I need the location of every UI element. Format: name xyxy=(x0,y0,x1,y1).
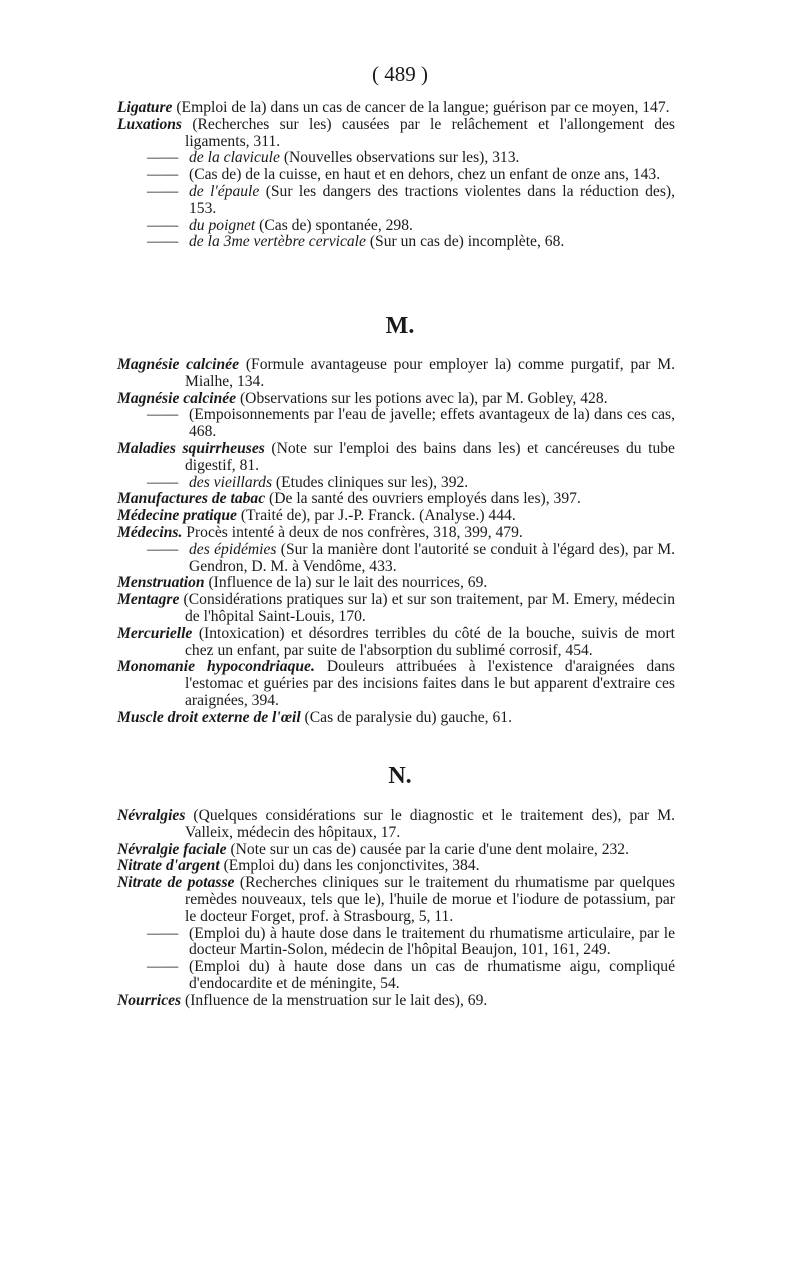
entry-text: (Recherches cliniques sur le traitement du rhumatisme par quelques remèdes nouveaux, tels que le), l'huile de morue et l'iodure de potassium, par le docteur Forget, prof. à Strasbourg, 5, 11. xyxy=(185,874,676,925)
ditto-dash: —— xyxy=(147,182,179,200)
index-entry xyxy=(117,407,675,441)
section-l xyxy=(117,100,675,251)
entry-headword: Menstruation xyxy=(117,574,205,592)
section-n xyxy=(117,808,675,1010)
letter-heading-m: M. xyxy=(385,313,415,339)
entry-text: (De la santé des ouvriers employés dans les), 397. xyxy=(265,490,581,508)
entry-text: (Considérations pratiques sur la) et sur son traitement, par M. Emery, médecin de l'hôpital Saint-Louis, 170. xyxy=(179,591,675,625)
index-entry xyxy=(117,959,675,993)
ditto-dash: —— xyxy=(147,473,179,491)
entry-text: (Emploi du) à haute dose dans un cas de rhumatisme aigu, compliqué d'endocardite et de méningite, 54. xyxy=(189,958,675,992)
entry-text: (Traité de), par J.-P. Franck. (Analyse.) 444. xyxy=(236,507,516,525)
entry-text: (Intoxication) et désordres terribles du côté de la bouche, suivis de mort chez un enfant, par suite de l'absorption du sublimé corrosif, 454. xyxy=(185,624,675,659)
index-entry xyxy=(117,441,675,475)
entry-headword: Ligature xyxy=(117,99,173,116)
entry-text: (Empoisonnements par l'eau de javelle; effets avantageux de la) dans ces cas, 468. xyxy=(189,406,675,441)
index-entry xyxy=(117,875,675,925)
index-entry xyxy=(117,218,675,235)
index-entry xyxy=(117,184,675,218)
index-entry xyxy=(117,525,675,542)
index-entry xyxy=(117,993,675,1010)
entry-headword: Mentagre xyxy=(117,591,180,609)
entry-subhead: de l'épaule xyxy=(189,182,260,200)
index-entry xyxy=(117,842,675,859)
index-entry xyxy=(117,659,675,709)
index-entry xyxy=(117,117,675,151)
index-entry xyxy=(117,391,675,408)
entry-text: (Observations sur les potions avec la), par M. Gobley, 428. xyxy=(236,389,608,407)
entry-text: (Emploi de la) dans un cas de cancer de la langue; guérison par ce moyen, 147. xyxy=(172,99,670,116)
entry-headword: Maladies squirrheuses xyxy=(117,439,265,457)
entry-text: (Recherches sur les) causées par le relâchement et l'allongement des ligaments, 311. xyxy=(182,115,675,150)
ditto-dash: —— xyxy=(147,149,179,167)
index-entry xyxy=(117,100,675,117)
index-entry xyxy=(117,234,675,251)
entry-text: (Quelques considérations sur le diagnostic et le traitement des), par M. Valleix, médecin des hôpitaux, 17. xyxy=(185,807,675,841)
entry-text: (Cas de) de la cuisse, en haut et en dehors, chez un enfant de onze ans, 143. xyxy=(189,166,661,184)
entry-text: (Cas de) spontanée, 298. xyxy=(255,216,413,234)
entry-headword: Manufactures de tabac xyxy=(117,490,266,508)
ditto-dash: —— xyxy=(147,958,179,976)
entry-headword: Nitrate d'argent xyxy=(117,857,220,875)
entry-headword: Luxations xyxy=(117,115,182,133)
entry-headword: Monomanie hypocondriaque. xyxy=(117,658,315,676)
entry-text: (Emploi du) dans les conjonctivites, 384. xyxy=(219,857,480,875)
entry-text: (Cas de paralysie du) gauche, 61. xyxy=(300,708,512,726)
entry-text: (Formule avantageuse pour employer la) comme purgatif, par M. Mialhe, 134. xyxy=(185,356,675,390)
entry-headword: Névralgie faciale xyxy=(117,840,227,858)
entry-text: (Sur la manière dont l'autorité se conduit à l'égard des), par M. Gendron, D. M. à Vendôme, 433. xyxy=(189,540,675,575)
entry-text: (Sur les dangers des tractions violentes dans la réduction des), 153. xyxy=(189,182,675,217)
entry-subhead: de la clavicule xyxy=(189,149,280,167)
index-entry xyxy=(117,491,675,508)
entry-text: Procès intenté à deux de nos confrères, 318, 399, 479. xyxy=(182,523,523,541)
entry-headword: Nitrate de potasse xyxy=(117,874,235,892)
entry-headword: Mercurielle xyxy=(117,624,193,642)
index-entry xyxy=(117,710,675,727)
entry-subhead: de la 3me vertèbre cervicale xyxy=(189,233,366,251)
entry-text: (Note sur l'emploi des bains dans les) et cancéreuses du tube digestif, 81. xyxy=(185,439,675,474)
entry-headword: Médecine pratique xyxy=(117,507,237,525)
index-entry xyxy=(117,858,675,875)
entry-headword: Nourrices xyxy=(117,991,182,1009)
index-entry xyxy=(117,542,675,576)
entry-text: (Influence de la menstruation sur le lait des), 69. xyxy=(181,991,488,1009)
index-entry xyxy=(117,167,675,184)
entry-headword: Névralgies xyxy=(117,807,186,824)
index-entry xyxy=(117,592,675,626)
index-entry xyxy=(117,626,675,660)
entry-headword: Médecins. xyxy=(117,523,183,541)
index-entry xyxy=(117,508,675,525)
entry-headword: Muscle droit externe de l'œil xyxy=(117,708,301,726)
ditto-dash: —— xyxy=(147,406,179,424)
ditto-dash: —— xyxy=(147,540,179,558)
entry-headword: Magnésie calcinée xyxy=(117,356,240,373)
index-entry xyxy=(117,475,675,492)
ditto-dash: —— xyxy=(147,924,179,942)
entry-text: (Note sur un cas de) causée par la carie d'une dent molaire, 232. xyxy=(226,840,629,858)
entry-headword: Magnésie calcinée xyxy=(117,389,237,407)
entry-text: (Sur un cas de) incomplète, 68. xyxy=(365,233,565,251)
ditto-dash: —— xyxy=(147,166,179,184)
index-entry xyxy=(117,926,675,960)
entry-text: (Nouvelles observations sur les), 313. xyxy=(279,149,520,167)
entry-text: (Influence de la) sur le lait des nourrices, 69. xyxy=(204,574,488,592)
page-number: ( 489 ) xyxy=(372,62,428,86)
index-entry xyxy=(117,575,675,592)
letter-heading-n: N. xyxy=(388,763,412,789)
ditto-dash: —— xyxy=(147,216,179,234)
section-m xyxy=(117,357,675,727)
entry-text: Douleurs attribuées à l'existence d'araignées dans l'estomac et guéries par des incisions faites dans le but apparent d'extraire ces araignées, 394. xyxy=(185,658,676,709)
index-entry xyxy=(117,150,675,167)
ditto-dash: —— xyxy=(147,233,179,251)
index-entry xyxy=(117,357,675,391)
index-entry xyxy=(117,808,675,842)
entry-subhead: des vieillards xyxy=(189,473,273,491)
entry-subhead: des épidémies xyxy=(189,540,277,558)
entry-text: (Emploi du) à haute dose dans le traitement du rhumatisme articulaire, par le docteur Martin-Solon, médecin de l'hôpital Beaujon, 101, 161, 249. xyxy=(189,924,675,959)
entry-subhead: du poignet xyxy=(189,216,256,234)
entry-text: (Etudes cliniques sur les), 392. xyxy=(272,473,469,491)
